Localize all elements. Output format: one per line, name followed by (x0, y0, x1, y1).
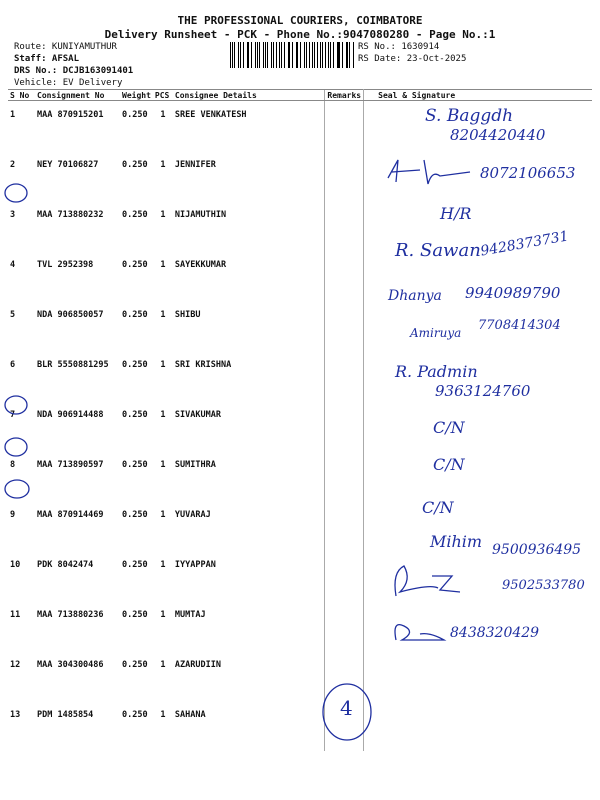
cell-consignment-no: NDA 906850057 (37, 310, 104, 320)
cell-pcs: 1 (160, 460, 166, 470)
cell-weight: 0.250 (122, 510, 148, 520)
phone-row-6: 7708414304 (478, 318, 561, 333)
table-row (8, 401, 592, 451)
table-row (8, 701, 592, 751)
barcode-bar (240, 42, 241, 68)
table-row (8, 651, 592, 701)
cell-pcs: 1 (160, 410, 166, 420)
col-header-weight: Weight (122, 90, 151, 100)
cell-consignment-no: MAA 870914469 (37, 510, 104, 520)
cell-weight: 0.250 (122, 210, 148, 220)
cell-consignee: MUMTAJ (174, 610, 206, 620)
cell-sno: 12 (10, 660, 21, 670)
barcode-bar (330, 42, 331, 68)
cn-mark-row-8: C/N (433, 418, 465, 437)
staff-label: Staff: AFSAL (14, 54, 80, 64)
cell-weight: 0.250 (122, 260, 148, 270)
col-header-pcs: PCS (153, 90, 173, 101)
barcode-bar (267, 42, 268, 68)
cell-consignment-no: MAA 870915201 (37, 110, 104, 120)
col-header-signature: Seal & Signature (364, 90, 592, 101)
cell-weight: 0.250 (122, 460, 148, 470)
signature-row-6: Amiruya (410, 326, 462, 340)
barcode-bar (251, 42, 252, 68)
cell-consignee: SUMITHRA (174, 460, 216, 470)
cell-sno: 3 (10, 210, 16, 220)
col-header-remarks: Remarks (325, 90, 364, 101)
cell-remarks (325, 151, 364, 201)
barcode-bar (230, 42, 231, 68)
cell-consignee: IYYAPPAN (174, 560, 216, 570)
phone-row-13: 8438320429 (450, 625, 540, 641)
cell-consignment-no: MAA 713880232 (37, 210, 104, 220)
cell-sno: 5 (10, 310, 16, 320)
phone-row-11: 9500936495 (492, 542, 582, 558)
runsheet-table (8, 89, 592, 751)
cell-signature (364, 651, 592, 701)
cell-pcs: 1 (160, 660, 166, 670)
barcode-bar (273, 42, 274, 68)
signature-row-11: Mihim (430, 532, 483, 551)
barcode-bar (338, 42, 339, 68)
phone-row-2: 8072106653 (480, 164, 576, 182)
cell-weight: 0.250 (122, 610, 148, 620)
drs-number: DRS No.: DCJB163091401 (14, 66, 134, 76)
cell-weight: 0.250 (122, 310, 148, 320)
barcode-bar (314, 42, 315, 68)
barcode-bar (320, 42, 321, 68)
table-header-row (8, 90, 592, 101)
rs-number: RS No.: 1630914 (358, 42, 440, 52)
cn-mark-row-10: C/N (422, 498, 454, 517)
phone-row-5: 9940989790 (465, 284, 561, 302)
cell-consignment-no: MAA 713880236 (37, 610, 104, 620)
cell-remarks (325, 351, 364, 401)
cell-sno: 6 (10, 360, 16, 370)
cell-signature (364, 451, 592, 501)
cell-pcs: 1 (160, 110, 166, 120)
cell-sno: 9 (10, 510, 16, 520)
col-header-consignment: Consignment No (35, 90, 120, 101)
table-row (8, 451, 592, 501)
cell-weight: 0.250 (122, 710, 148, 720)
cell-remarks (325, 601, 364, 651)
cell-weight: 0.250 (122, 160, 148, 170)
cell-consignment-no: BLR 5550881295 (37, 360, 109, 370)
cell-consignee: SHIBU (174, 310, 201, 320)
cell-pcs: 1 (160, 560, 166, 570)
barcode-bar (328, 42, 329, 68)
cell-consignee: NIJAMUTHIN (174, 210, 227, 220)
cell-sno: 1 (10, 110, 16, 120)
cell-consignment-no: PDK 8042474 (37, 560, 94, 570)
cell-consignment-no: MAA 713890597 (37, 460, 104, 470)
cell-sno: 13 (10, 710, 21, 720)
cell-consignment-no: TVL 2952398 (37, 260, 94, 270)
signature-row-5: Dhanya (388, 288, 442, 304)
barcode-bar (259, 42, 260, 68)
phone-row-1: 8204420440 (450, 126, 546, 144)
hr-mark: H/R (440, 204, 472, 223)
cell-consignment-no: MAA 304300486 (37, 660, 104, 670)
cell-consignee: SIVAKUMAR (174, 410, 221, 420)
cell-consignee: JENNIFER (174, 160, 216, 170)
barcode-bar (255, 42, 256, 68)
cell-remarks (325, 551, 364, 601)
cell-signature (364, 401, 592, 451)
runsheet-subtitle: Delivery Runsheet - PCK - Phone No.:9047080280 - Page No.:1 (104, 28, 496, 41)
cell-remarks (325, 651, 364, 701)
cell-remarks (325, 301, 364, 351)
barcode-bar (300, 42, 301, 68)
cell-remarks (325, 401, 364, 451)
cell-pcs: 1 (160, 360, 166, 370)
cell-pcs: 1 (160, 260, 166, 270)
cell-weight: 0.250 (122, 560, 148, 570)
cell-sno: 10 (10, 560, 21, 570)
cn-mark-row-9: C/N (433, 455, 465, 474)
page-count-mark: 4 (340, 696, 353, 720)
cell-consignee: YUVARAJ (174, 510, 211, 520)
cell-weight: 0.250 (122, 110, 148, 120)
cell-weight: 0.250 (122, 360, 148, 370)
cell-signature (364, 551, 592, 601)
cell-consignee: SREE VENKATESH (174, 110, 247, 120)
barcode-bar (306, 42, 307, 68)
barcode (230, 42, 355, 68)
phone-row-4: 9428373731 (479, 228, 570, 260)
cell-sno: 2 (10, 160, 16, 170)
route-label: Route: KUNIYAMUTHUR (14, 42, 117, 52)
cell-remarks (325, 101, 364, 152)
cell-consignee: SAHANA (174, 710, 206, 720)
table-row (8, 551, 592, 601)
cell-consignee: AZARUDIIN (174, 660, 221, 670)
cell-consignee: SRI KRISHNA (174, 360, 232, 370)
barcode-bar (281, 42, 282, 68)
cell-pcs: 1 (160, 710, 166, 720)
cell-pcs: 1 (160, 510, 166, 520)
cell-weight: 0.250 (122, 660, 148, 670)
signature-row-4: R. Sawan (395, 240, 481, 261)
col-header-consignee: Consignee Details (173, 90, 325, 101)
cell-sno: 4 (10, 260, 16, 270)
signature-row-7: R. Padmin (395, 362, 478, 381)
cell-pcs: 1 (160, 210, 166, 220)
rs-date: RS Date: 23-Oct-2025 (358, 54, 467, 64)
phone-row-7: 9363124760 (435, 382, 531, 400)
cell-sno: 8 (10, 460, 16, 470)
barcode-bar (292, 42, 293, 68)
cell-pcs: 1 (160, 310, 166, 320)
cell-consignment-no: NEY 70106827 (37, 160, 99, 170)
signature-row-1: S. Baggdh (425, 106, 514, 126)
cell-sno: 7 (10, 410, 16, 420)
cell-sno: 11 (10, 610, 21, 620)
cell-pcs: 1 (160, 160, 166, 170)
barcode-bar (238, 42, 239, 68)
cell-pcs: 1 (160, 610, 166, 620)
vehicle-label: Vehicle: EV Delivery (14, 78, 123, 88)
cell-remarks (325, 451, 364, 501)
cell-consignment-no: PDM 1485854 (37, 710, 94, 720)
barcode-bar (349, 42, 350, 68)
company-title: THE PROFESSIONAL COURIERS, COIMBATORE (177, 14, 423, 27)
cell-remarks (325, 501, 364, 551)
cell-weight: 0.250 (122, 410, 148, 420)
col-header-sno: S No (8, 90, 35, 101)
phone-row-12: 9502533780 (502, 578, 585, 593)
barcode-bar (284, 42, 285, 68)
cell-remarks (325, 201, 364, 251)
cell-consignment-no: NDA 906914488 (37, 410, 104, 420)
cell-signature (364, 701, 592, 751)
cell-remarks (325, 251, 364, 301)
barcode-bar (342, 42, 343, 68)
cell-consignee: SAYEKKUMAR (174, 260, 227, 270)
